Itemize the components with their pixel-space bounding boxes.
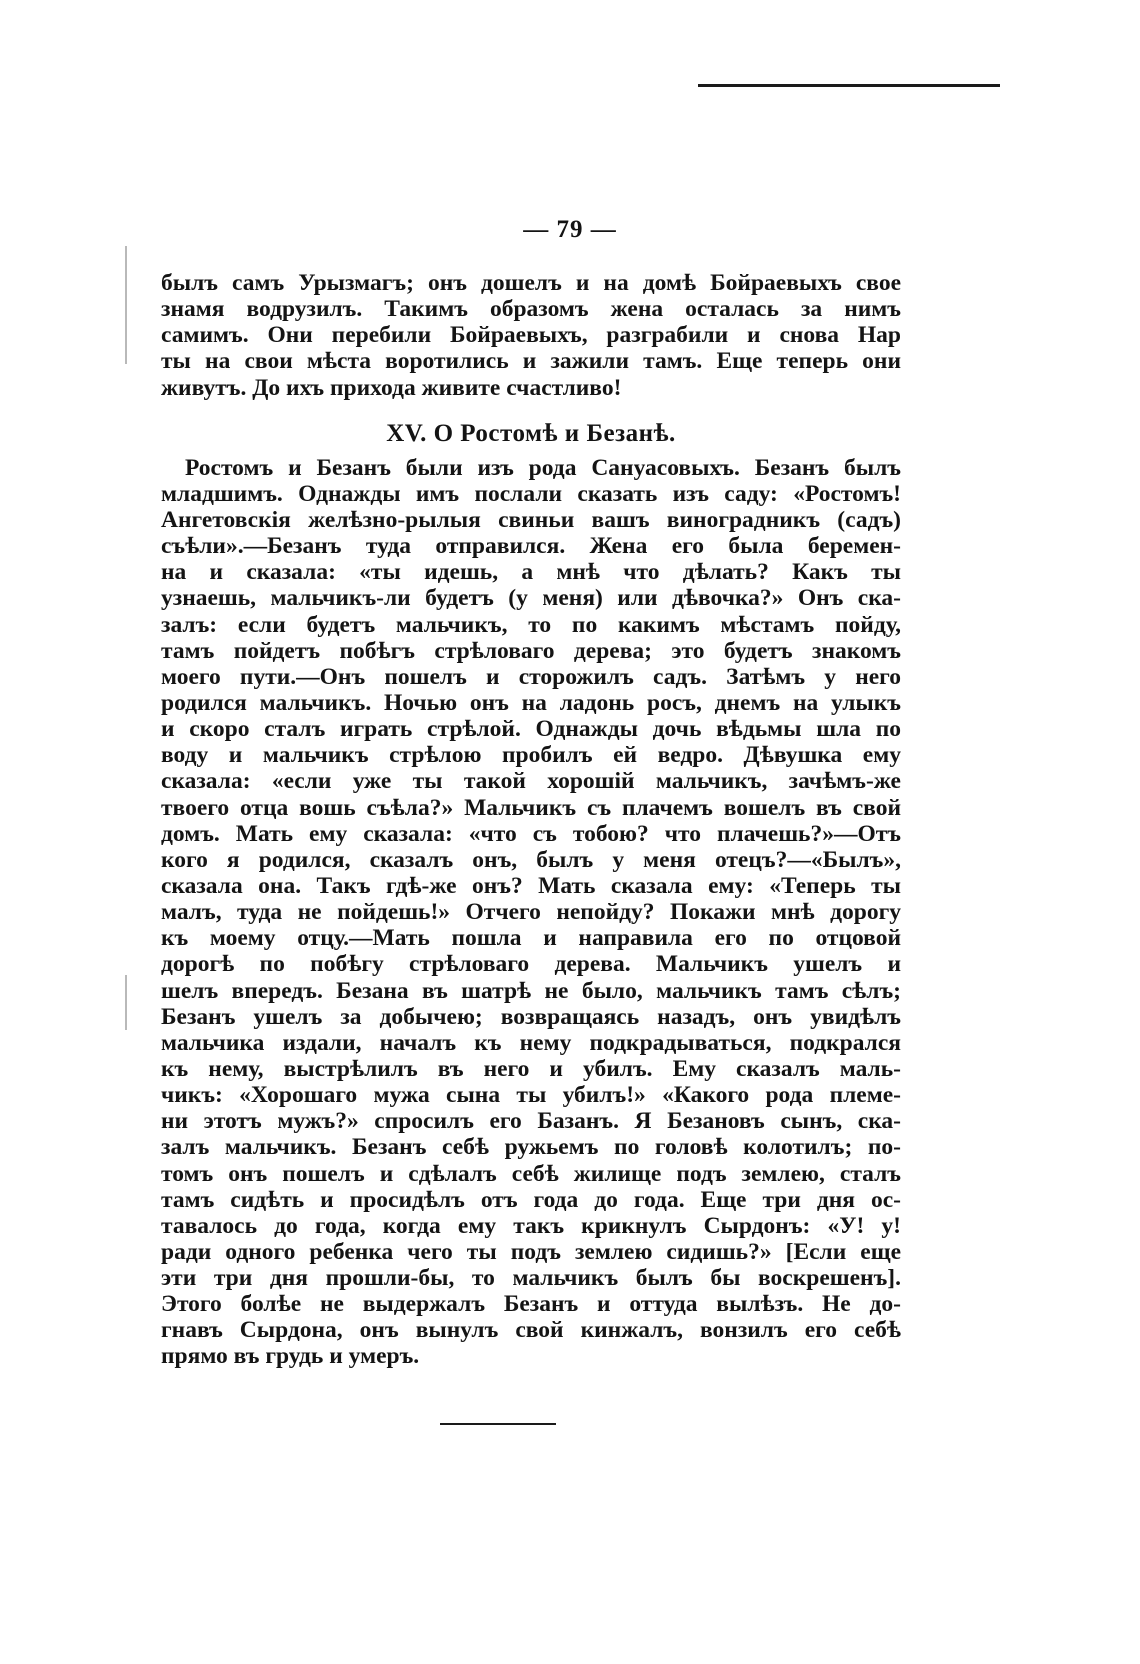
text-line: знамя водрузилъ. Такимъ образомъ жена осталась за нимъ bbox=[161, 296, 901, 323]
text-line: томъ онъ пошелъ и сдѣлалъ себѣ жилище подъ землею, сталъ bbox=[161, 1160, 901, 1187]
text-line: и скоро сталъ играть стрѣлой. Однажды дочь вѣдьмы шла по bbox=[161, 716, 901, 743]
text-line: залъ: если будетъ мальчикъ, то по какимъ мѣстамъ пойду, bbox=[161, 611, 901, 638]
text-line: чикъ: «Хорошаго мужа сына ты убилъ!» «Какого рода племе- bbox=[161, 1082, 901, 1109]
text-line: шелъ впередъ. Безана въ шатрѣ не было, мальчикъ тамъ сѣлъ; bbox=[161, 977, 901, 1004]
text-line: ни этотъ мужъ?» спросилъ его Базанъ. Я Безановъ сынъ, ска- bbox=[161, 1108, 901, 1135]
text-line: родился мальчикъ. Ночью онъ на ладонь росъ, днемъ на улыкъ bbox=[161, 689, 901, 716]
text-line: живутъ. До ихъ прихода живите счастливо! bbox=[161, 374, 622, 401]
text-line: узнаешь, мальчикъ-ли будетъ (у меня) или дѣвочка?» Онъ ска- bbox=[161, 585, 901, 612]
margin-mark bbox=[125, 975, 127, 1030]
text-line: мальчика издали, началъ къ нему подкрадываться, подкрался bbox=[161, 1029, 901, 1056]
text-line: къ нему, выстрѣлилъ въ него и убилъ. Ему сказалъ маль- bbox=[161, 1055, 901, 1082]
text-line: самимъ. Они перебили Бойраевыхъ, разграбили и снова Нар bbox=[161, 322, 901, 349]
text-line: тавалось до года, когда ему такъ крикнулъ Сырдонъ: «У! у! bbox=[161, 1212, 901, 1239]
text-line: гнавъ Сырдона, онъ вынулъ свой кинжалъ, вонзилъ его себѣ bbox=[161, 1317, 901, 1344]
text-line: домъ. Мать ему сказала: «что съ тобою? что плачешь?»—Отъ bbox=[161, 820, 901, 847]
margin-mark bbox=[125, 246, 127, 364]
text-line: сказала: «если уже ты такой хорошій мальчикъ, зачѣмъ-же bbox=[161, 768, 901, 795]
text-line: былъ самъ Урызмагъ; онъ дошелъ и на домѣ Бойраевыхъ свое bbox=[161, 270, 901, 296]
top-rule bbox=[698, 84, 1000, 87]
section-paragraph bbox=[161, 455, 901, 1370]
text-line: малъ, туда не пойдешь!» Отчего непойду? Покажи мнѣ дорогу bbox=[161, 899, 901, 926]
text-line: моего пути.—Онъ пошелъ и сторожилъ садъ. Затѣмъ у него bbox=[161, 663, 901, 690]
text-line: сказала она. Такъ гдѣ-же онъ? Мать сказала ему: «Теперь ты bbox=[161, 872, 901, 899]
text-line: прямо въ грудь и умеръ. bbox=[161, 1343, 420, 1370]
text-line: твоего отца вошь съѣла?» Мальчикъ съ плачемъ вошелъ въ свой bbox=[161, 794, 901, 821]
text-line: Ростомъ и Безанъ были изъ рода Сануасовыхъ. Безанъ былъ bbox=[185, 454, 901, 481]
text-line: Безанъ ушелъ за добычею; возвращаясь назадъ, онъ увидѣлъ bbox=[161, 1003, 901, 1030]
text-line: на и сказала: «ты идешь, а мнѣ что дѣлать? Какъ ты bbox=[161, 559, 901, 586]
text-line: Ангетовскія желѣзно-рылыя свиньи вашъ виноградникъ (садъ) bbox=[161, 506, 901, 533]
bottom-rule bbox=[440, 1423, 556, 1425]
text-line: воду и мальчикъ стрѣлою пробилъ ей ведро. Дѣвушка ему bbox=[161, 742, 901, 769]
page-number: — 79 — bbox=[523, 216, 617, 243]
text-line: ты на свои мѣста воротились и зажили тамъ. Еще теперь они bbox=[161, 348, 901, 375]
text-line: тамъ пойдетъ побѣгъ стрѣловаго дерева; это будетъ знакомъ bbox=[161, 637, 901, 664]
text-line: залъ мальчикъ. Безанъ себѣ ружьемъ по головѣ колотилъ; по- bbox=[161, 1134, 901, 1161]
text-line: ради одного ребенка чего ты подъ землею сидишь?» [Если еще bbox=[161, 1238, 901, 1265]
text-line: съѣли».—Безанъ туда отправился. Жена его была беремен- bbox=[161, 533, 901, 560]
text-line: кого я родился, сказалъ онъ, былъ у меня отецъ?—«Былъ», bbox=[161, 846, 901, 873]
text-line: младшимъ. Однажды имъ послали сказать изъ саду: «Ростомъ! bbox=[161, 480, 901, 507]
text-line: къ моему отцу.—Мать пошла и направила его по отцовой bbox=[161, 925, 901, 952]
intro-paragraph bbox=[161, 270, 901, 401]
text-line: дорогѣ по побѣгу стрѣловаго дерева. Мальчикъ ушелъ и bbox=[161, 951, 901, 978]
section-heading: XV. О Ростомѣ и Безанѣ. bbox=[386, 419, 676, 447]
text-block bbox=[161, 270, 901, 1370]
text-line: эти три дня прошли-бы, то мальчикъ былъ бы воскрешенъ]. bbox=[161, 1265, 901, 1292]
text-line: тамъ сидѣть и просидѣлъ отъ года до года. Еще три дня ос- bbox=[161, 1186, 901, 1213]
text-line: Этого болѣе не выдержалъ Безанъ и оттуда вылѣзъ. Не до- bbox=[161, 1291, 901, 1318]
